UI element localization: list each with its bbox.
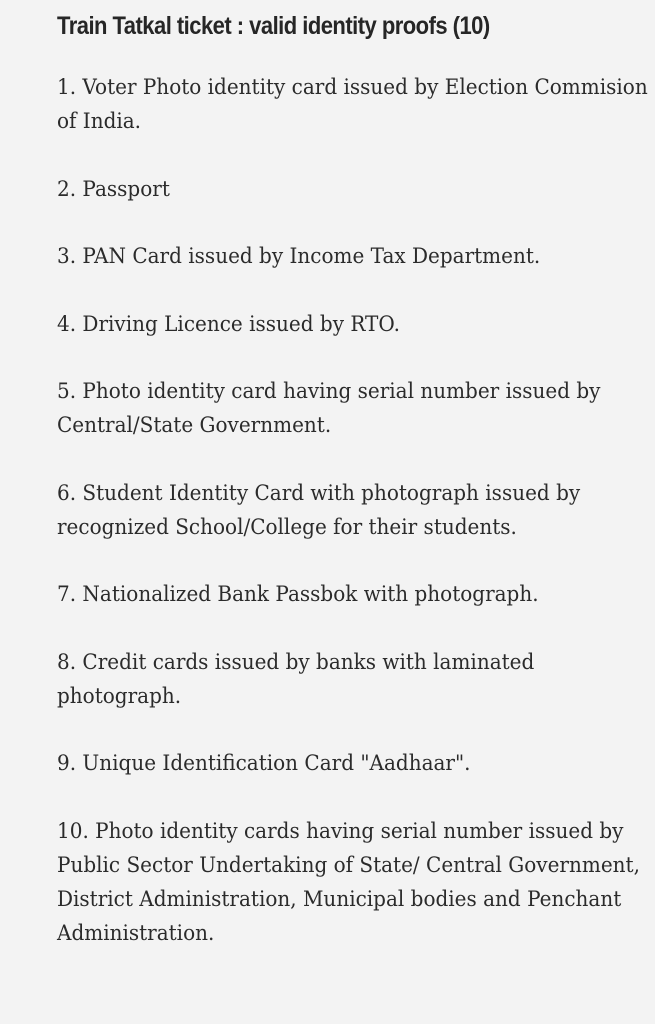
list-item-3: 3. PAN Card issued by Income Tax Department. xyxy=(57,244,541,269)
page-title: Train Tatkal ticket : valid identity proofs (10) xyxy=(57,12,490,40)
list-item-6: 6. Student Identity Card with photograph issued by recognized School/College for their students. xyxy=(57,480,581,540)
list-item-10: 10. Photo identity cards having serial number issued by Public Sector Undertaking of State/ Central Government, District Administration, Municipal bodies and Penchant Administration. xyxy=(57,818,640,946)
list-item-1: 1. Voter Photo identity card issued by Election Commision of India. xyxy=(57,75,648,134)
list-item-7: 7. Nationalized Bank Passbok with photograph. xyxy=(57,582,539,607)
list-item-5: 5. Photo identity card having serial number issued by Central/State Government. xyxy=(57,379,601,438)
identity-proof-list xyxy=(57,71,647,984)
list-item-9: 9. Unique Identification Card "Aadhaar". xyxy=(57,751,471,776)
list-item-4: 4. Driving Licence issued by RTO. xyxy=(57,311,400,337)
list-item-8: 8. Credit cards issued by banks with laminated photograph. xyxy=(57,649,535,709)
list-item-2: 2. Passport xyxy=(57,176,170,202)
